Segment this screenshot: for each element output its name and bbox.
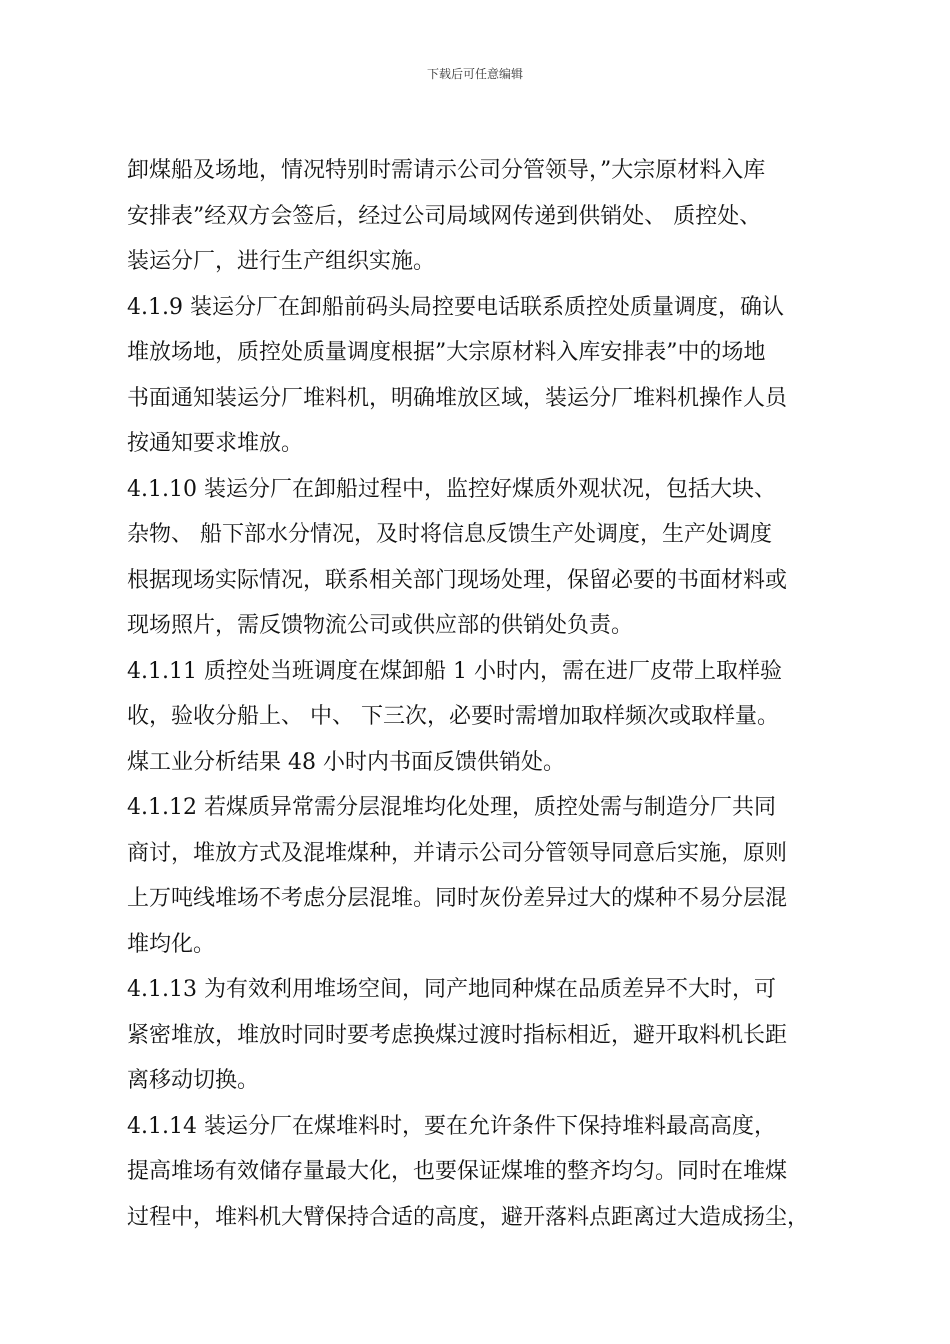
text-line: 卸煤船及场地，情况特别时需请示公司分管领导，”大宗原材料入库 [127, 158, 766, 183]
text-line: 商讨，堆放方式及混堆煤种，并请示公司分管领导同意后实施，原则 [127, 840, 788, 866]
text-line: 4.1.14 装运分厂在煤堆料时，要在允许条件下保持堆料最高高度， [127, 1113, 776, 1139]
text-line: 杂物、 船下部水分情况，及时将信息反馈生产处调度，生产处调度 [127, 522, 772, 547]
text-line: 4.1.10 装运分厂在卸船过程中，监控好煤质外观状况，包括大块、 [127, 476, 776, 502]
document-body [127, 148, 827, 1240]
text-line: 堆均化。 [127, 931, 216, 957]
text-line: 装运分厂，进行生产组织实施。 [127, 249, 436, 274]
text-line: 提高堆场有效储存量最大化，也要保证煤堆的整齐均匀。同时在堆煤 [127, 1159, 788, 1184]
page-header: 下载后可任意编辑 [426, 67, 523, 81]
text-line: 现场照片，需反馈物流公司或供应部的供销处负责。 [127, 613, 634, 638]
text-line: 书面通知装运分厂堆料机，明确堆放区域，装运分厂堆料机操作人员 [127, 385, 788, 411]
text-line: 4.1.12 若煤质异常需分层混堆均化处理，质控处需与制造分厂共同 [127, 795, 776, 820]
text-line: 紧密堆放，堆放时同时要考虑换煤过渡时指标相近，避开取料机长距 [127, 1022, 788, 1048]
text-line: 4.1.11 质控处当班调度在煤卸船 1 小时内，需在进厂皮带上取样验 [127, 658, 782, 684]
text-line: 过程中，堆料机大臂保持合适的高度，避开落料点距离过大造成扬尘， [127, 1204, 810, 1230]
text-line: 安排表”经双方会签后，经过公司局域网传递到供销处、 质控处、 [127, 203, 762, 229]
text-line: 4.1.9 装运分厂在卸船前码头局控要电话联系质控处质量调度，确认 [127, 294, 784, 320]
text-line: 根据现场实际情况，联系相关部门现场处理，保留必要的书面材料或 [127, 567, 788, 593]
text-line: 4.1.13 为有效利用堆场空间，同产地同种煤在品质差异不大时，可 [127, 977, 776, 1002]
text-line: 煤工业分析结果 48 小时内书面反馈供销处。 [127, 749, 565, 775]
text-line: 收，验收分船上、 中、 下三次，必要时需增加取样频次或取样量。 [127, 704, 779, 729]
text-line: 按通知要求堆放。 [127, 431, 304, 456]
text-line: 堆放场地，质控处质量调度根据”大宗原材料入库安排表”中的场地 [127, 340, 766, 365]
text-line: 上万吨线堆场不考虑分层混堆。同时灰份差异过大的煤种不易分层混 [127, 886, 788, 911]
text-line: 离移动切换。 [127, 1068, 260, 1093]
